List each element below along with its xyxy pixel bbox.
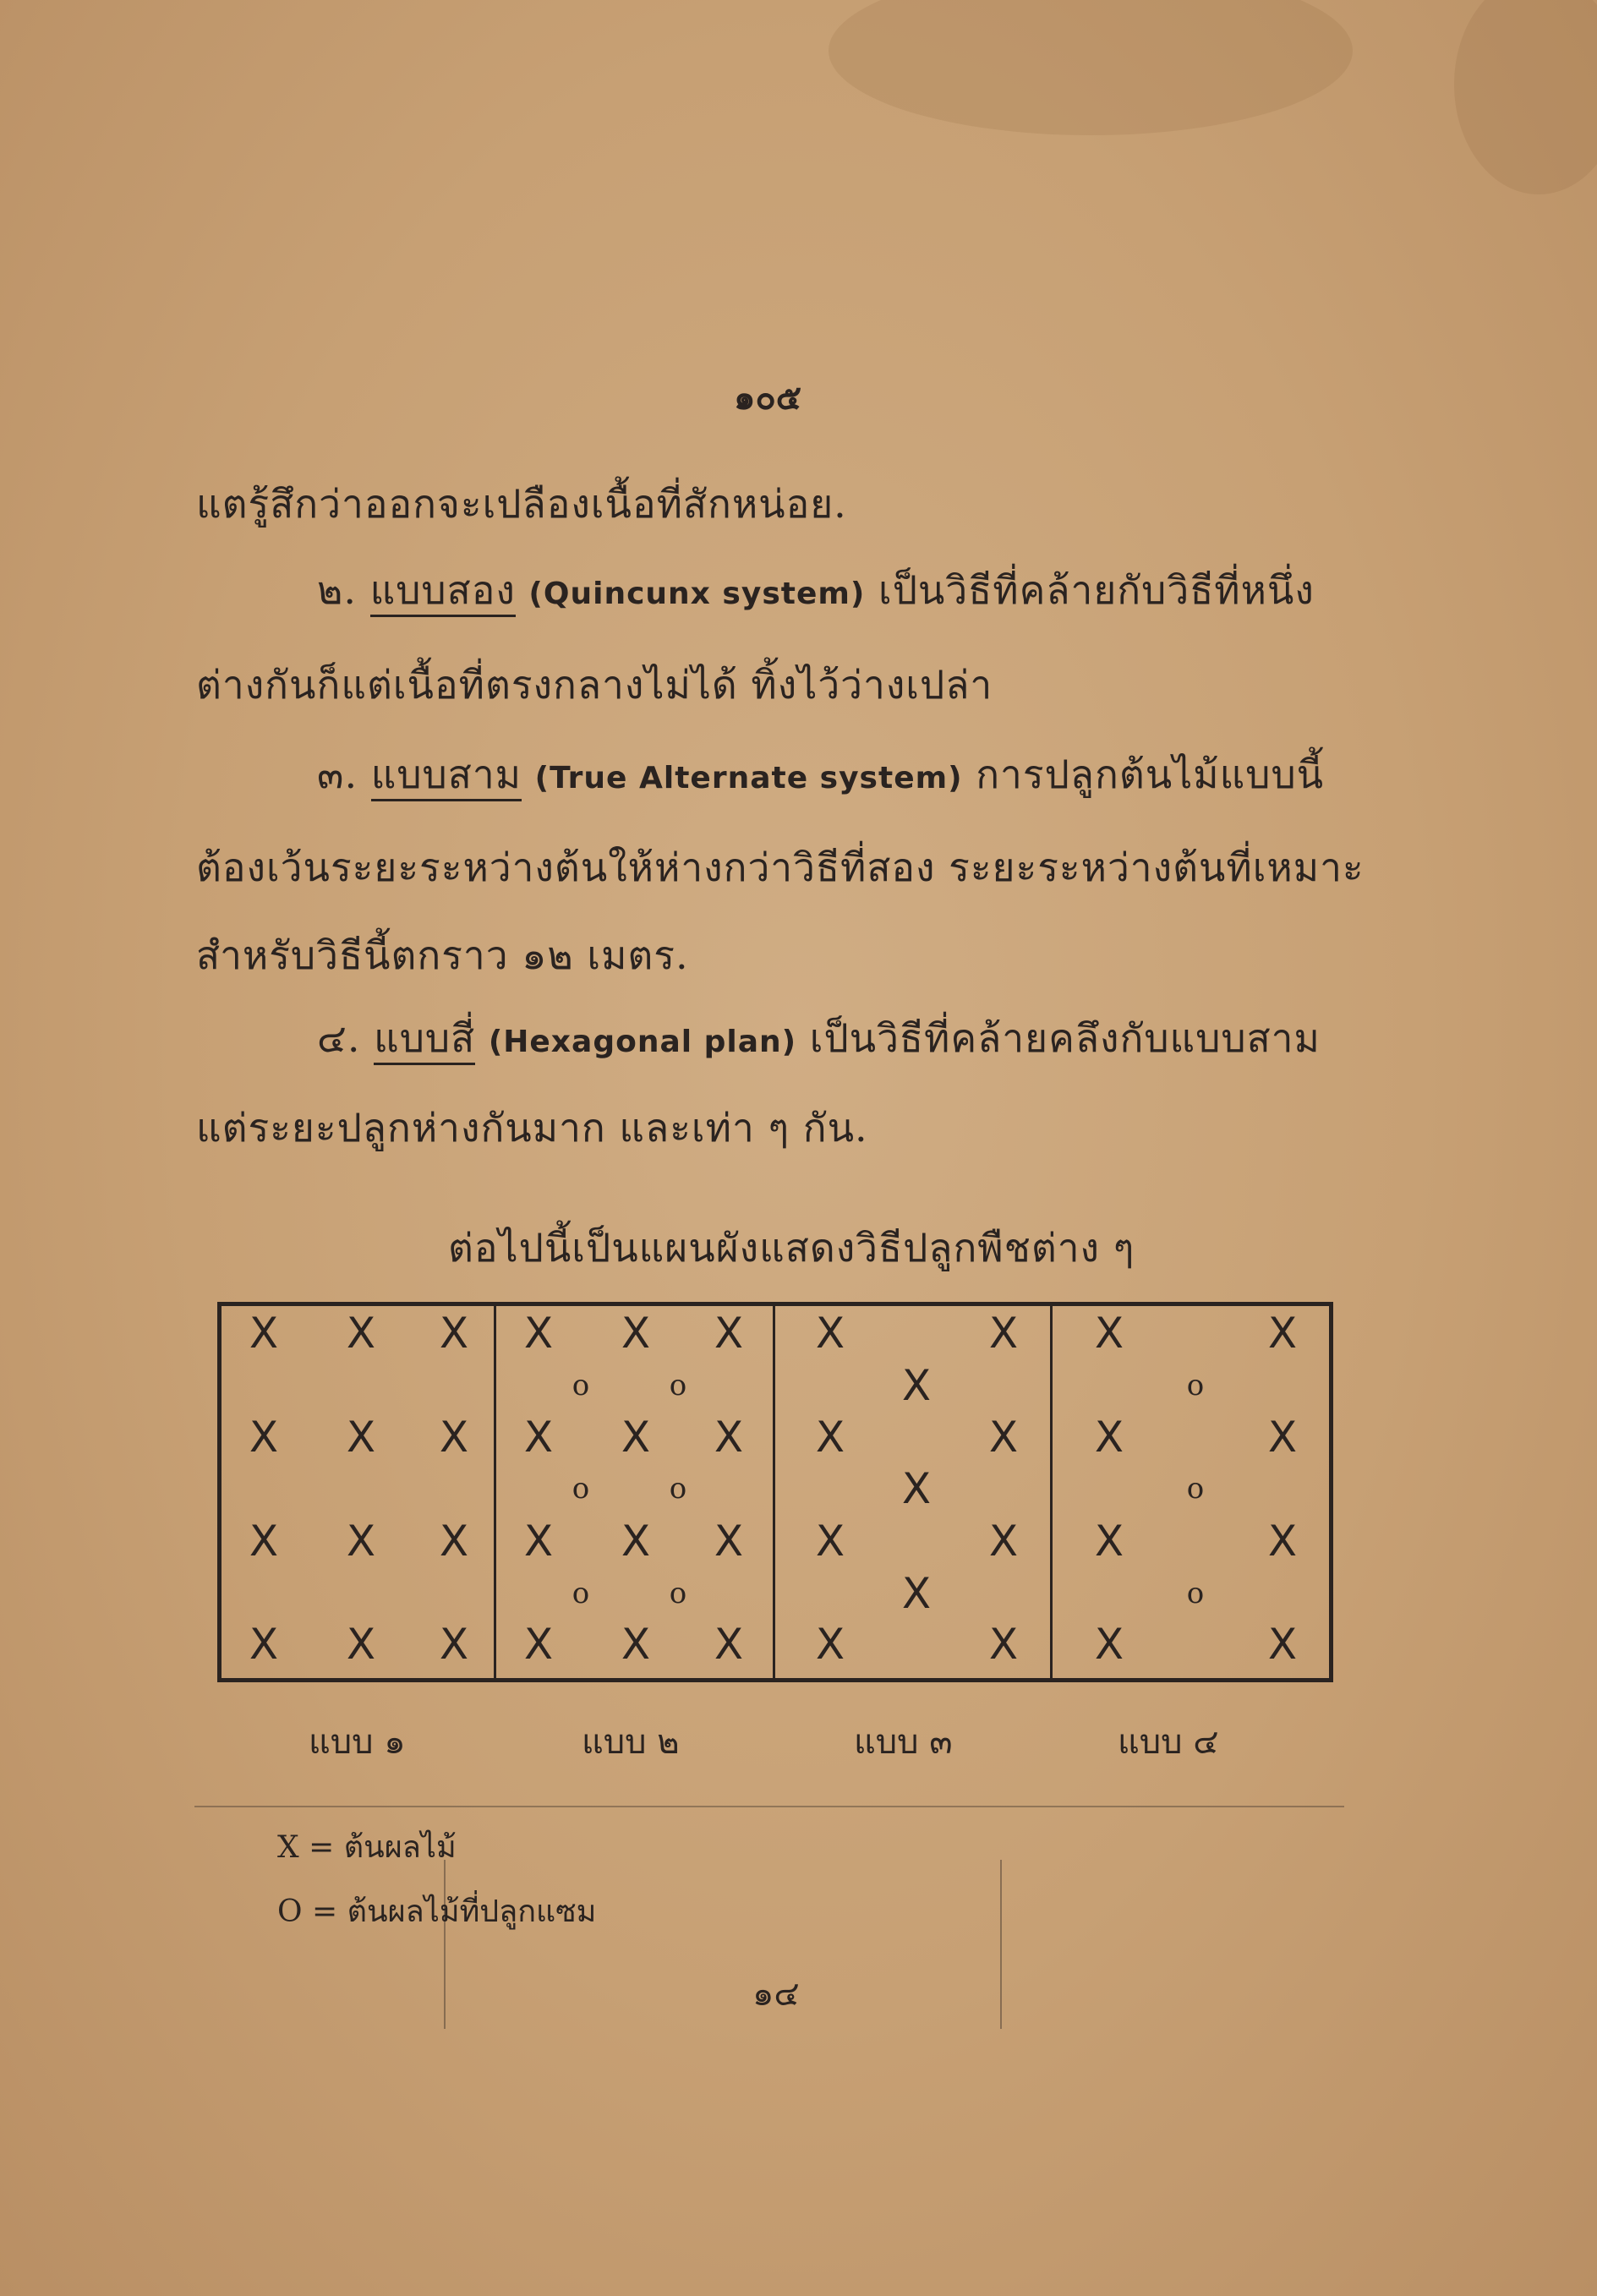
page-number-bottom: ๑๔ <box>752 1975 800 2014</box>
item-4-line <box>317 1008 1321 1069</box>
item-english-term: (Hexagonal plan) <box>488 1025 797 1059</box>
fruit-tree-mark: X <box>1094 1413 1124 1462</box>
fold-mark <box>1000 1860 1002 2029</box>
stain <box>829 0 1353 135</box>
fruit-tree-mark: X <box>815 1413 845 1462</box>
fruit-tree-mark: X <box>901 1361 932 1410</box>
fruit-tree-mark: X <box>714 1309 744 1358</box>
fruit-tree-mark: X <box>901 1569 932 1618</box>
diagram-heading: ต่อไปนี้เป็นแผนผังแสดงวิธีปลูกพืชต่าง ๆ <box>448 1225 1135 1271</box>
legend-key: O <box>277 1894 303 1929</box>
panel-caption: แบบ ๑ <box>309 1723 406 1762</box>
fruit-tree-mark: X <box>346 1620 376 1669</box>
fruit-tree-mark: X <box>988 1517 1019 1566</box>
fruit-tree-mark: X <box>249 1309 279 1358</box>
interplant-tree-mark: o <box>572 1577 590 1610</box>
panel-divider <box>494 1306 496 1678</box>
fruit-tree-mark: X <box>988 1413 1019 1462</box>
fruit-tree-mark: X <box>523 1517 554 1566</box>
fruit-tree-mark: X <box>249 1517 279 1566</box>
legend-description: ต้นผลไม้ที่ปลูกแซม <box>347 1894 597 1929</box>
panel-divider <box>1050 1306 1053 1678</box>
divider-line <box>194 1806 1344 1807</box>
item-2-line <box>317 560 1315 621</box>
fruit-tree-mark: X <box>988 1309 1019 1358</box>
paragraph-line: สำหรับวิธีนี้ตกราว ๑๒ เมตร. <box>196 932 689 978</box>
fruit-tree-mark: X <box>439 1517 469 1566</box>
paragraph-line: ต้องเว้นระยะระหว่างต้นให้ห่างกว่าวิธีที่สอง ระยะระหว่างต้นที่เหมาะ <box>196 845 1365 890</box>
interplant-tree-mark: o <box>572 1369 590 1402</box>
interplant-tree-mark: o <box>1186 1472 1205 1506</box>
fruit-tree-mark: X <box>901 1464 932 1513</box>
fruit-tree-mark: X <box>523 1620 554 1669</box>
fruit-tree-mark: X <box>714 1517 744 1566</box>
fruit-tree-mark: X <box>1267 1309 1298 1358</box>
paragraph-line: แตรู้สึกว่าออกจะเปลืองเนื้อที่สักหน่อย. <box>196 481 847 527</box>
fruit-tree-mark: X <box>439 1620 469 1669</box>
item-3-line <box>317 744 1324 806</box>
item-number: ๓. <box>317 752 358 797</box>
fruit-tree-mark: X <box>249 1413 279 1462</box>
interplant-tree-mark: o <box>1186 1369 1205 1402</box>
item-english-term: (True Alternate system) <box>534 761 963 795</box>
fruit-tree-mark: X <box>1267 1620 1298 1669</box>
panel-caption: แบบ ๒ <box>582 1723 680 1762</box>
legend-equals: = <box>309 1830 335 1865</box>
fruit-tree-mark: X <box>439 1413 469 1462</box>
interplant-tree-mark: o <box>669 1577 687 1610</box>
paragraph-line: ต่างกันก็แต่เนื้อที่ตรงกลางไม่ได้ ทิ้งไว้ว่างเปล่า <box>196 662 993 708</box>
legend-description: ต้นผลไม้ <box>343 1830 457 1865</box>
fruit-tree-mark: X <box>714 1620 744 1669</box>
legend-o <box>277 1887 596 1935</box>
fruit-tree-mark: X <box>1094 1620 1124 1669</box>
fruit-tree-mark: X <box>621 1309 651 1358</box>
panel-caption: แบบ ๔ <box>1118 1723 1219 1762</box>
fruit-tree-mark: X <box>1267 1517 1298 1566</box>
item-english-term: (Quincunx system) <box>528 577 866 611</box>
paragraph-line: แต่ระยะปลูกห่างกันมาก และเท่า ๆ กัน. <box>196 1105 868 1151</box>
fruit-tree-mark: X <box>988 1620 1019 1669</box>
item-number: ๔. <box>317 1015 361 1061</box>
item-number: ๒. <box>317 567 357 613</box>
legend-key: X <box>277 1830 299 1865</box>
fruit-tree-mark: X <box>523 1309 554 1358</box>
panel-caption: แบบ ๓ <box>854 1723 953 1762</box>
interplant-tree-mark: o <box>669 1472 687 1506</box>
fruit-tree-mark: X <box>1267 1413 1298 1462</box>
planting-diagram <box>217 1302 1333 1682</box>
fruit-tree-mark: X <box>815 1620 845 1669</box>
legend-x <box>277 1823 457 1871</box>
fruit-tree-mark: X <box>346 1517 376 1566</box>
fruit-tree-mark: X <box>439 1309 469 1358</box>
page-number-top: ๑๐๕ <box>734 378 802 418</box>
legend-equals: = <box>311 1894 338 1929</box>
stain <box>1454 0 1597 194</box>
fruit-tree-mark: X <box>249 1620 279 1669</box>
interplant-tree-mark: o <box>669 1369 687 1402</box>
fruit-tree-mark: X <box>1094 1517 1124 1566</box>
panel-divider <box>773 1306 775 1678</box>
fruit-tree-mark: X <box>621 1413 651 1462</box>
fruit-tree-mark: X <box>815 1309 845 1358</box>
item-description: เป็นวิธีที่คล้ายคลึงกับแบบสาม <box>809 1015 1321 1061</box>
fruit-tree-mark: X <box>346 1413 376 1462</box>
fruit-tree-mark: X <box>714 1413 744 1462</box>
fruit-tree-mark: X <box>621 1620 651 1669</box>
fruit-tree-mark: X <box>523 1413 554 1462</box>
fruit-tree-mark: X <box>621 1517 651 1566</box>
fruit-tree-mark: X <box>346 1309 376 1358</box>
interplant-tree-mark: o <box>1186 1577 1205 1610</box>
item-title: แบบสาม <box>371 752 522 801</box>
item-description: เป็นวิธีที่คล้ายกับวิธีที่หนึ่ง <box>878 567 1315 613</box>
fold-mark <box>444 1860 446 2029</box>
fruit-tree-mark: X <box>815 1517 845 1566</box>
item-description: การปลูกต้นไม้แบบนี้ <box>976 752 1325 797</box>
item-title: แบบสี่ <box>374 1015 475 1065</box>
interplant-tree-mark: o <box>572 1472 590 1506</box>
fruit-tree-mark: X <box>1094 1309 1124 1358</box>
item-title: แบบสอง <box>370 567 516 617</box>
